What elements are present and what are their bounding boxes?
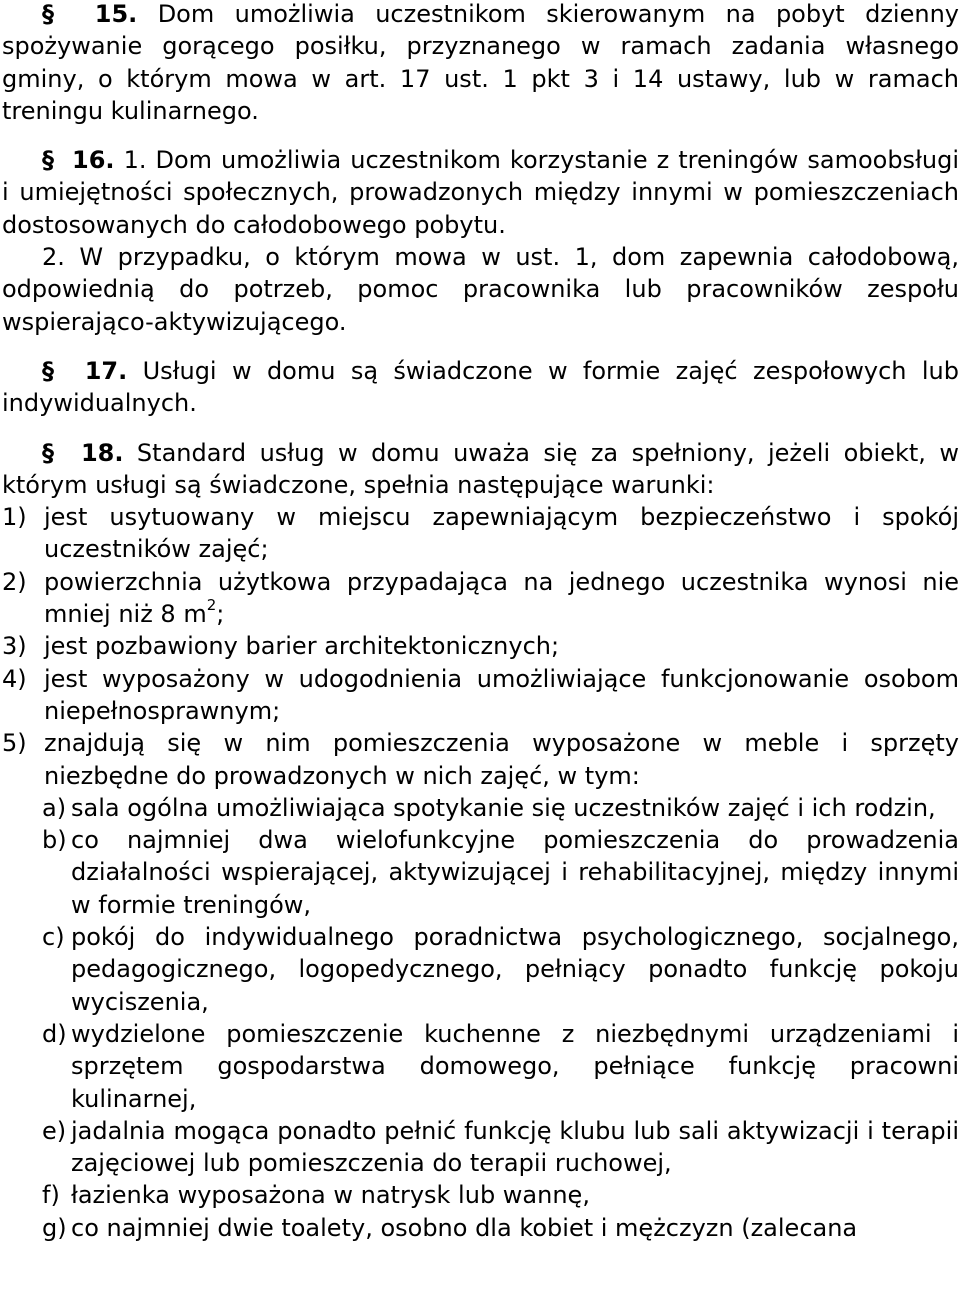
section-sign: § <box>42 0 54 28</box>
sub-list-item <box>2 1018 959 1115</box>
section-sign: § <box>42 146 54 175</box>
list-item <box>2 727 959 792</box>
sub-list-item <box>2 921 959 1018</box>
sub-list-item <box>2 792 959 824</box>
list-item-text: znajdują się w nim pomieszczenia wyposażone w meble i sprzęty niezbędne do prowadzonych w nich zajęć, w tym: <box>44 729 959 790</box>
section-number: 17. <box>84 356 128 385</box>
list-item-label: 4) <box>2 664 27 693</box>
sub-list-item-text: co najmniej dwie toalety, osobno dla kobiet i mężczyzn (zalecana <box>71 1213 858 1242</box>
list-item <box>2 630 959 662</box>
section-text: Usługi w domu są świadczone w formie zajęć zespołowych lub indywidualnych. <box>2 356 959 418</box>
paragraph-number: 2. <box>42 243 65 272</box>
section-18-intro <box>2 437 959 502</box>
section-17 <box>2 355 959 420</box>
section-number: 15. <box>94 0 138 28</box>
sub-list-item <box>2 824 959 921</box>
list-item-text: jest usytuowany w miejscu zapewniającym bezpieczeństwo i spokój uczestników zajęć; <box>44 503 959 564</box>
paragraph-text: W przypadku, o którym mowa w ust. 1, dom zapewnia całodobową, odpowiednią do potrzeb, pomoc pracownika lub pracowników zespołu wspierająco-aktywizującego. <box>2 243 959 336</box>
sub-list-item <box>2 1115 959 1180</box>
sub-list-item <box>2 1212 959 1244</box>
paragraph-text: Dom umożliwia uczestnikom korzystanie z treningów samoobsługi i umiejętności społecznych, prowadzonych między innymi w pomieszczeniach dostosowanych do całodobowego pobytu. <box>2 146 959 239</box>
sub-list-item-text: wydzielone pomieszczenie kuchenne z niezbędnymi urządzeniami i sprzętem gospodarstwa domowego, pełniące funkcję pracowni kulinarnej, <box>71 1019 959 1113</box>
list-item-tail: ; <box>216 600 225 629</box>
list-item <box>2 501 959 566</box>
section-number: 18. <box>80 438 124 467</box>
sub-list-item <box>2 1179 959 1211</box>
list-item <box>2 663 959 728</box>
section-sign: § <box>42 356 54 385</box>
list-item-text-wrapper <box>44 566 959 631</box>
sub-list-item-label: b) <box>42 826 67 855</box>
list-item-label: 3) <box>2 632 27 661</box>
sub-list-item-text: pokój do indywidualnego poradnictwa psychologicznego, socjalnego, pedagogicznego, logopedycznego, pełniący ponadto funkcję pokoju wyciszenia, <box>71 923 959 1016</box>
sub-list-item-label: e) <box>42 1116 67 1145</box>
list-item-text: jest pozbawiony barier architektonicznych; <box>44 632 560 661</box>
sub-list-item-label: g) <box>42 1213 67 1242</box>
list-item-text: powierzchnia użytkowa przypadająca na jednego uczestnika wynosi nie mniej niż 8 m <box>44 567 959 629</box>
list-item-label: 2) <box>2 567 27 596</box>
section-16-paragraph-2 <box>2 241 959 338</box>
section-number: 16. <box>72 146 115 175</box>
paragraph-number: 1. <box>123 146 147 175</box>
list-item-label: 5) <box>2 729 27 758</box>
superscript: 2 <box>206 596 217 615</box>
list-item-text: jest wyposażony w udogodnienia umożliwiające funkcjonowanie osobom niepełnosprawnym; <box>44 664 959 725</box>
sub-list-item-label: a) <box>42 793 67 822</box>
section-16-paragraph-1 <box>2 144 959 241</box>
sub-list-item-label: c) <box>42 923 65 952</box>
list-item <box>2 566 959 631</box>
sub-list-item-label: d) <box>42 1019 67 1048</box>
sub-list-item-text: co najmniej dwa wielofunkcyjne pomieszczenia do prowadzenia działalności wspierającej, aktywizującej i rehabilitacyjnej, między innymi w formie treningów, <box>71 826 959 919</box>
section-text: Standard usług w domu uważa się za spełniony, jeżeli obiekt, w którym usługi są świadczone, spełnia następujące warunki: <box>2 438 959 499</box>
sub-list-item-label: f) <box>42 1181 60 1210</box>
sub-list-item-text: jadalnia mogąca ponadto pełnić funkcję klubu lub sali aktywizacji i terapii zajęciowej lub pomieszczenia do terapii ruchowej, <box>71 1116 959 1178</box>
sub-list-item-text: sala ogólna umożliwiająca spotykanie się uczestników zajęć i ich rodzin, <box>71 793 936 822</box>
section-15 <box>2 0 959 127</box>
list-item-label: 1) <box>2 503 27 532</box>
section-sign: § <box>42 438 54 467</box>
section-text: Dom umożliwia uczestnikom skierowanym na pobyt dzienny spożywanie gorącego posiłku, przyznanego w ramach zadania własnego gminy, o którym mowa w art. 17 ust. 1 pkt 3 i 14 ustawy, lub w ramach treningu kulinarnego. <box>2 0 959 125</box>
sub-list-item-text: łazienka wyposażona w natrysk lub wannę, <box>71 1181 590 1210</box>
